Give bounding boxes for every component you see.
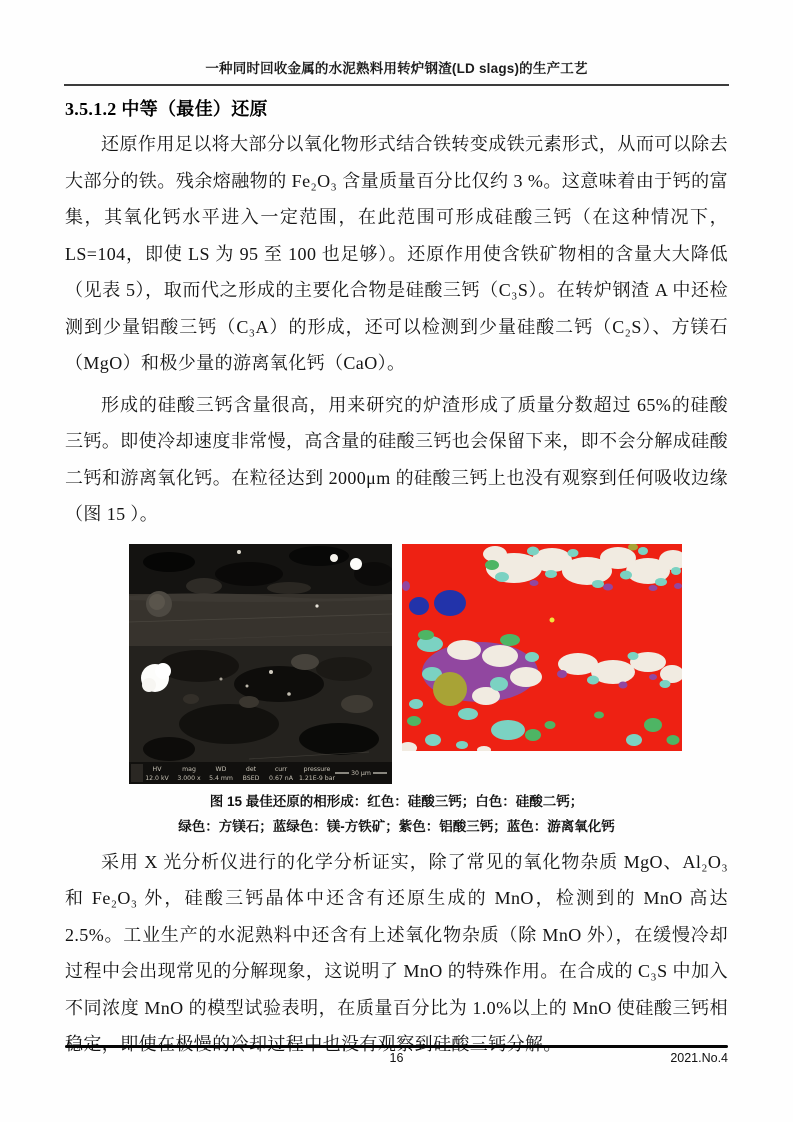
sem-micrograph-image <box>129 544 392 784</box>
page-footer <box>65 1045 728 1069</box>
figure-caption-line-1: 图 15 最佳还原的相形成：红色：硅酸三钙；白色：硅酸二钙； <box>209 793 584 809</box>
sem-hv-value: 12.0 kV <box>145 774 169 782</box>
page-content <box>65 95 728 1063</box>
sem-det-label: det <box>245 765 257 773</box>
sem-pressure-value: 1.21E-9 bar <box>298 774 336 782</box>
sem-pressure-label: pressure <box>303 765 331 773</box>
sem-curr-label: curr <box>274 765 288 773</box>
sem-hv-label: HV <box>152 765 162 773</box>
figure-15 <box>129 544 728 784</box>
sem-scalebar-label: 30 μm <box>351 769 371 777</box>
footer-divider <box>65 1045 728 1048</box>
sem-wd-value: 5.4 mm <box>209 774 233 782</box>
sem-curr-value: 0.67 nA <box>269 774 293 782</box>
paragraph-1: 还原作用足以将大部分以氧化物形式结合铁转变成铁元素形式，从而可以除去大部分的铁。残余熔融物的 Fe₂O₃ 含量质量百分比仅约 3 %。这意味着由于钙的富集，其氧化钙水平进入一定范围，在此范围可形成硅酸三钙（在这种情况下，LS=104，即使 LS 为 95 至 100 也足够）。还原作用使含铁矿物相的含量大大降低（见表 5），取而代之形成的主要化合物是硅酸三钙（C₃S）。在转炉钢渣 A 中还检测到少量铝酸三钙（C₃A）的形成，还可以检测到少量硅酸二钙（C₂S）、方镁石（MgO）和极少量的游离氧化钙（CaO）。 <box>65 134 728 373</box>
page-number: 16 <box>389 1051 404 1065</box>
phase-map-image <box>402 544 682 751</box>
section-heading: 3.5.1.2 中等（最佳）还原 <box>65 99 268 119</box>
sem-mag-label: mag <box>182 765 196 773</box>
issue-label: 2021.No.4 <box>670 1051 728 1065</box>
paragraph-2: 形成的硅酸三钙含量很高，用来研究的炉渣形成了质量分数超过 65%的硅酸三钙。即使冷却速度非常慢，高含量的硅酸三钙也会保留下来，即不会分解成硅酸二钙和游离氧化钙。在粒径达到 2000μm 的硅酸三钙上也没有观察到任何吸收边缘（图 15 ）。 <box>65 394 728 524</box>
sem-wd-label: WD <box>215 765 227 773</box>
paragraph-3: 采用 X 光分析仪进行的化学分析证实，除了常见的氧化物杂质 MgO、Al₂O₃ 和 Fe₂O₃ 外，硅酸三钙晶体中还含有还原生成的 MnO，检测到的 MnO 高达 2.5%。工业生产的水泥熟料中还含有上述氧化物杂质（除 MnO 外），在缓慢冷却过程中会出现常见的分解现象，这说明了 MnO 的特殊作用。在合成的 C₃S 中加入不同浓度 MnO 的模型试验表明，在质量百分比为 1.0%以上的 MnO 使硅酸三钙相稳定，即使在极慢的冷却过程中也没有观察到硅酸三钙分解。 <box>65 851 728 1054</box>
running-title: 一种同时回收金属的水泥熟料用转炉钢渣(LD slags)的生产工艺 <box>205 61 588 76</box>
sem-det-value: BSED <box>242 774 260 782</box>
sem-mag-value: 3.000 x <box>177 774 201 782</box>
figure-caption-line-2: 绿色：方镁石；蓝绿色：镁-方铁矿；紫色：铝酸三钙；蓝色：游离氧化钙 <box>178 818 615 834</box>
figure-caption <box>65 789 728 839</box>
header-divider <box>64 84 729 86</box>
